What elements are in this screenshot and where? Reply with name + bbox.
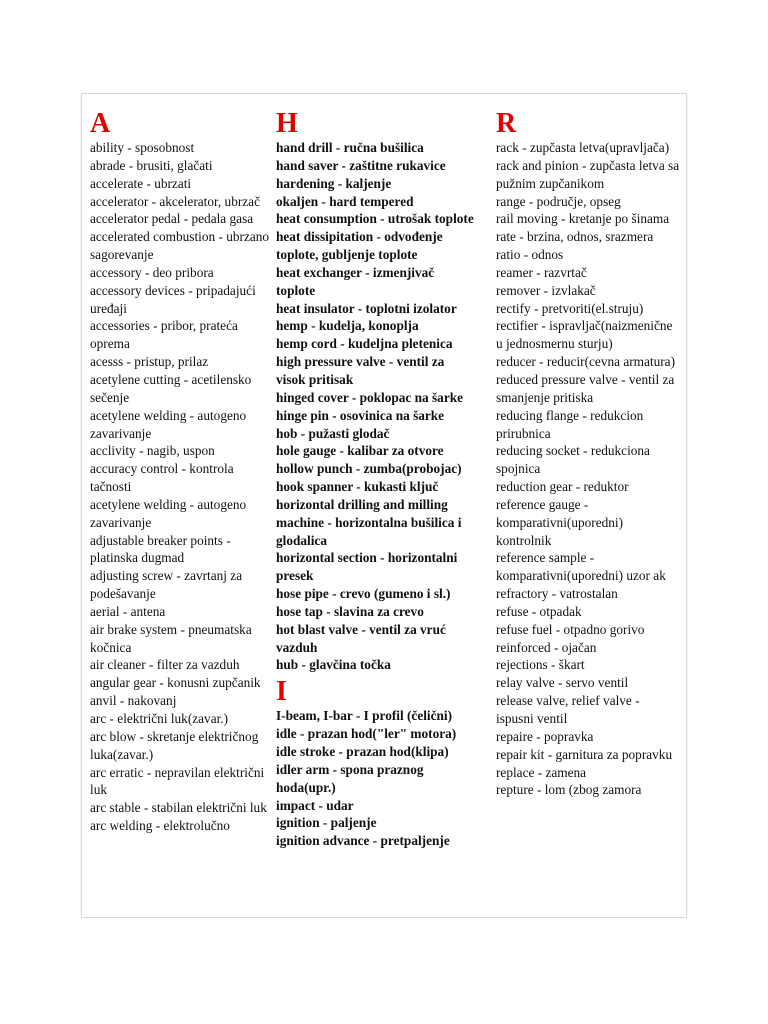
- dictionary-entry: reducing socket - redukciona spojnica: [496, 443, 650, 477]
- dictionary-page: [81, 93, 687, 918]
- dictionary-entry: acetylene cutting - acetilensko sečenje: [90, 371, 252, 405]
- dictionary-entry: aerial - antena: [90, 603, 166, 619]
- entry-list: [90, 139, 270, 835]
- dictionary-entry: remover - izvlakač: [496, 282, 596, 298]
- dictionary-entry: range - područje, opseg: [496, 193, 621, 209]
- dictionary-entry: accuracy control - kontrola tačnosti: [90, 461, 234, 495]
- dictionary-entry: hot blast valve - ventil za vruć vazduh: [276, 621, 446, 655]
- dictionary-entry: reducer - reducir(cevna armatura): [496, 354, 676, 370]
- dictionary-entry: reference sample - komparativni(uporedni) uzor ak: [496, 550, 666, 584]
- dictionary-entry: horizontal drilling and milling machine - horizontalna bušilica i glodalica: [276, 496, 462, 548]
- dictionary-entry: hollow punch - zumba(probojac): [276, 461, 462, 477]
- dictionary-entry: accelerator - akcelerator, ubrzač: [90, 193, 260, 209]
- dictionary-entry: hob - pužasti glodač: [276, 425, 390, 441]
- dictionary-entry: rejections - škart: [496, 657, 585, 673]
- dictionary-entry: refuse - otpadak: [496, 603, 582, 619]
- dictionary-entry: hinge pin - osovinica na šarke: [276, 407, 445, 423]
- dictionary-entry: abrade - brusiti, glačati: [90, 157, 213, 173]
- dictionary-entry: heat insulator - toplotni izolator: [276, 300, 457, 316]
- dictionary-entry: repture - lom (zbog zamora: [496, 782, 642, 798]
- dictionary-entry: rack and pinion - zupčasta letva sa pužnim zupčanikom: [496, 157, 680, 191]
- dictionary-entry: high pressure valve - ventil za visok pritisak: [276, 354, 445, 387]
- dictionary-entry: acclivity - nagib, uspon: [90, 443, 215, 459]
- section-letter: I: [276, 676, 287, 708]
- section-letter: H: [276, 108, 298, 139]
- entry-list: [276, 139, 476, 674]
- dictionary-entry: hole gauge - kalibar za otvore: [276, 443, 444, 459]
- dictionary-entry: idle stroke - prazan hod(klipa): [276, 744, 449, 759]
- dictionary-entry: adjusting screw - zavrtanj za podešavanje: [90, 568, 243, 602]
- dictionary-entry: reamer - razvrtač: [496, 264, 587, 280]
- dictionary-entry: I-beam, I-bar - I profil (čelični): [276, 708, 453, 724]
- dictionary-entry: hemp cord - kudeljna pletenica: [276, 336, 453, 352]
- dictionary-entry: refuse fuel - otpadno gorivo: [496, 621, 645, 637]
- dictionary-entry: impact - udar: [276, 797, 354, 813]
- dictionary-entry: adjustable breaker points - platinska dugmad: [90, 532, 231, 566]
- dictionary-entry: ability - sposobnost: [90, 140, 195, 155]
- dictionary-entry: release valve, relief valve - ispusni ventil: [496, 693, 640, 726]
- dictionary-entry: arc blow - skretanje električnog luka(zavar.): [90, 728, 259, 762]
- dictionary-entry: idle - prazan hod("ler" motora): [276, 726, 457, 742]
- dictionary-entry: air brake system - pneumatska kočnica: [90, 621, 252, 655]
- section-letter: A: [90, 108, 111, 139]
- dictionary-entry: reduction gear - reduktor: [496, 479, 629, 495]
- dictionary-entry: accelerated combustion - ubrzano sagorevanje: [90, 229, 270, 263]
- dictionary-entry: heat dissipitation - odvođenje toplote, gubljenje toplote: [276, 229, 443, 263]
- dictionary-entry: replace - zamena: [496, 764, 587, 780]
- dictionary-entry: arc stable - stabilan električni luk: [90, 800, 267, 816]
- dictionary-entry: rack - zupčasta letva(upravljača): [496, 140, 670, 155]
- entry-list: [496, 139, 680, 799]
- dictionary-entry: accelerate - ubrzati: [90, 175, 192, 191]
- dictionary-entry: arc - električni luk(zavar.): [90, 711, 229, 726]
- dictionary-entry: hemp - kudelja, konoplja: [276, 318, 419, 334]
- column-1: [90, 108, 270, 835]
- dictionary-entry: idler arm - spona praznog hoda(upr.): [276, 761, 424, 795]
- dictionary-entry: hardening - kaljenje: [276, 175, 392, 191]
- dictionary-entry: relay valve - servo ventil: [496, 675, 629, 691]
- entry-list: [276, 707, 476, 850]
- dictionary-entry: accelerator pedal - pedala gasa: [90, 211, 254, 227]
- dictionary-entry: acesss - pristup, prilaz: [90, 354, 209, 370]
- dictionary-entry: air cleaner - filter za vazduh: [90, 657, 240, 673]
- dictionary-entry: heat exchanger - izmenjivač toplote: [276, 264, 435, 298]
- dictionary-entry: hose pipe - crevo (gumeno i sl.): [276, 586, 451, 602]
- dictionary-entry: hub - glavčina točka: [276, 657, 391, 673]
- column-3: [496, 108, 680, 799]
- dictionary-entry: hook spanner - kukasti ključ: [276, 479, 439, 495]
- dictionary-entry: refractory - vatrostalan: [496, 586, 618, 602]
- dictionary-entry: ignition advance - pretpaljenje: [276, 833, 450, 849]
- dictionary-entry: accessories - pribor, prateća oprema: [90, 318, 238, 352]
- dictionary-entry: repaire - popravka: [496, 728, 594, 744]
- dictionary-entry: accessory - deo pribora: [90, 264, 214, 280]
- dictionary-entry: rectify - pretvoriti(el.struju): [496, 300, 644, 316]
- dictionary-entry: repair kit - garnitura za popravku: [496, 746, 673, 762]
- dictionary-entry: hose tap - slavina za crevo: [276, 603, 424, 619]
- dictionary-entry: rate - brzina, odnos, srazmera: [496, 229, 654, 245]
- dictionary-entry: heat consumption - utrošak toplote: [276, 211, 474, 227]
- dictionary-entry: acetylene welding - autogeno zavarivanje: [90, 407, 247, 441]
- dictionary-entry: angular gear - konusni zupčanik: [90, 675, 261, 691]
- dictionary-entry: horizontal section - horizontalni presek: [276, 550, 458, 584]
- dictionary-entry: anvil - nakovanj: [90, 693, 177, 709]
- dictionary-entry: arc welding - elektrolučno: [90, 818, 230, 834]
- section-letter: R: [496, 108, 517, 139]
- dictionary-entry: hand drill - ručna bušilica: [276, 140, 424, 155]
- dictionary-entry: reference gauge - komparativni(uporedni) kontrolnik: [496, 496, 624, 548]
- dictionary-entry: accessory devices - pripadajući uređaji: [90, 282, 256, 316]
- dictionary-entry: reinforced - ojačan: [496, 639, 597, 655]
- dictionary-entry: reduced pressure valve - ventil za smanjenje pritiska: [496, 371, 675, 405]
- dictionary-entry: reducing flange - redukcion prirubnica: [496, 407, 644, 441]
- column-2: [276, 108, 476, 850]
- dictionary-entry: ratio - odnos: [496, 247, 564, 263]
- dictionary-entry: hinged cover - poklopac na šarke: [276, 389, 464, 405]
- dictionary-entry: rail moving - kretanje po šinama: [496, 211, 670, 227]
- dictionary-entry: ignition - paljenje: [276, 815, 377, 831]
- dictionary-entry: hand saver - zaštitne rukavice: [276, 157, 446, 173]
- dictionary-entry: arc erratic - nepravilan električni luk: [90, 764, 265, 798]
- dictionary-entry: acetylene welding - autogeno zavarivanje: [90, 496, 247, 530]
- dictionary-entry: rectifier - ispravljač(naizmenične u jednosmernu sturju): [496, 318, 673, 352]
- dictionary-entry: okaljen - hard tempered: [276, 193, 414, 209]
